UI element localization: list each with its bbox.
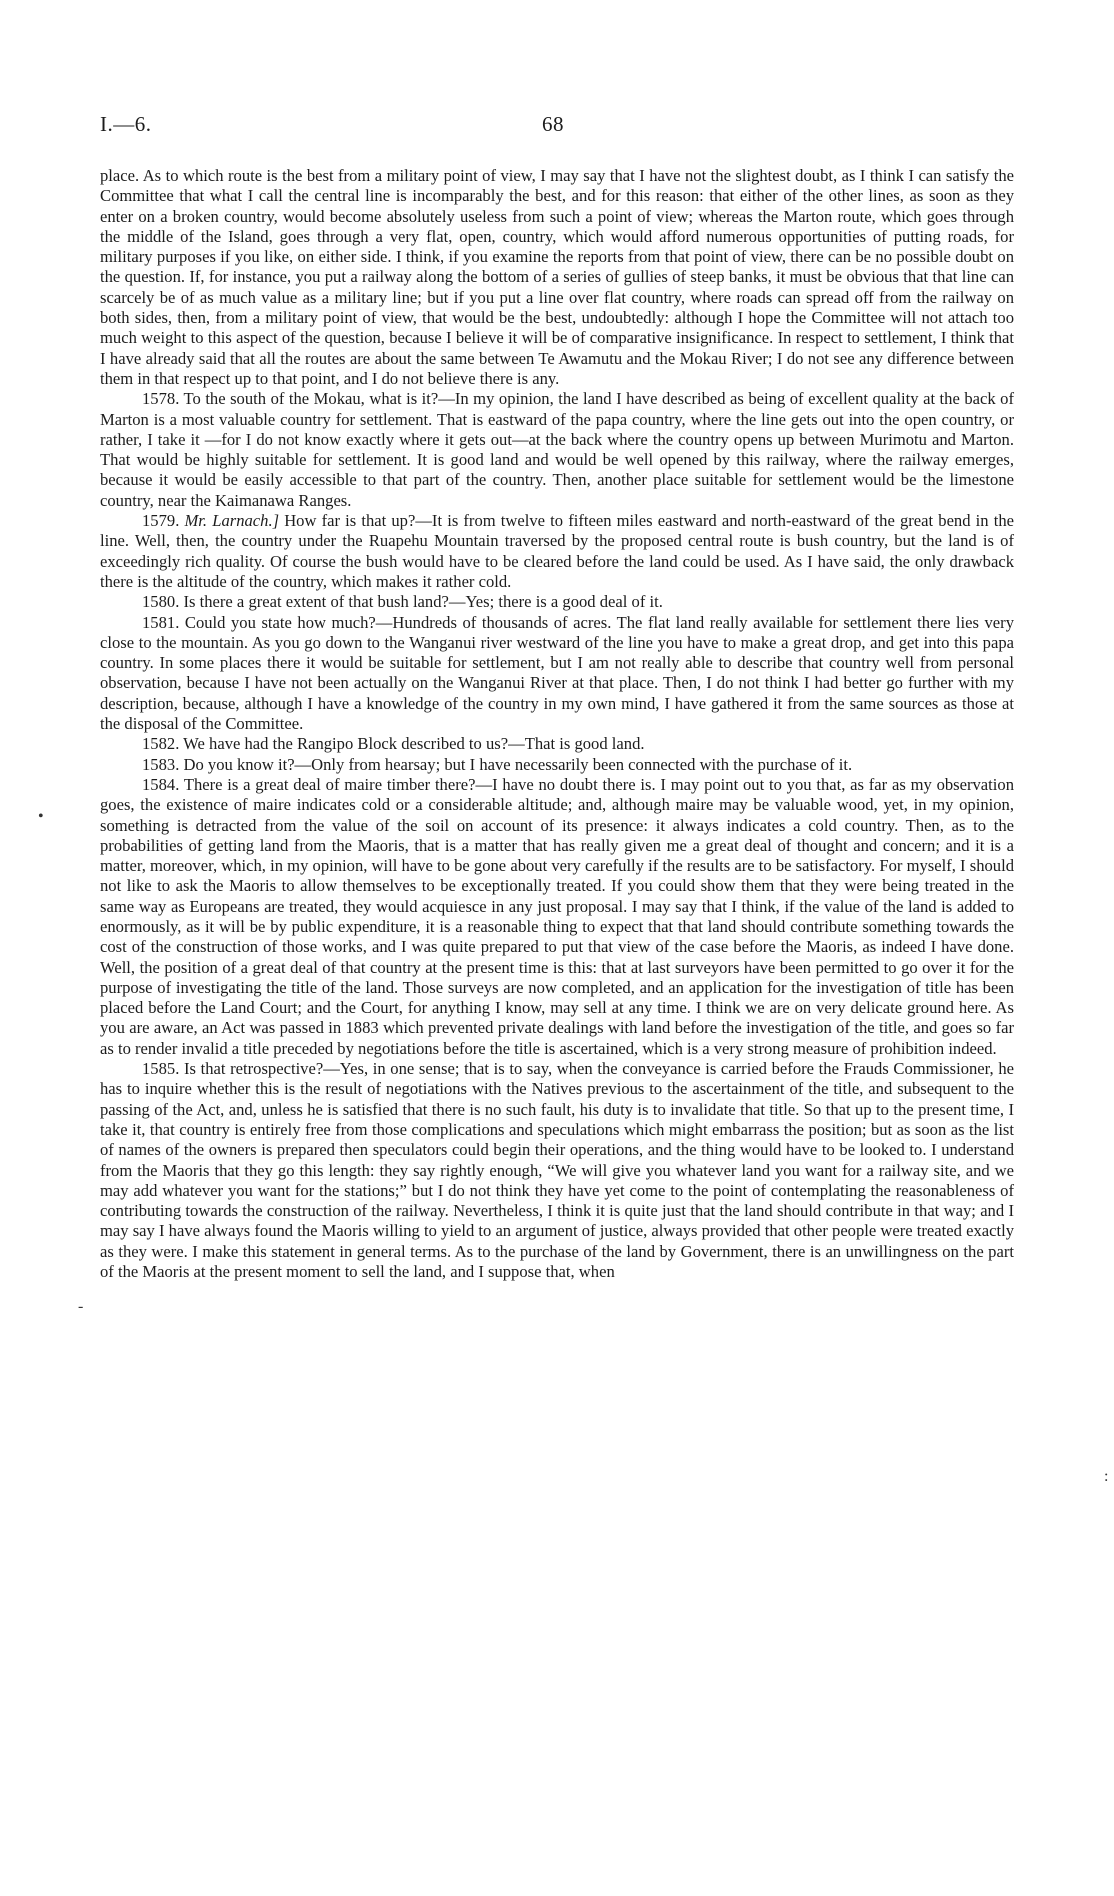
speaker-name: Mr. Larnach.]	[184, 511, 280, 531]
paragraph-1579	[100, 511, 1014, 592]
paragraph-1584: 1584. There is a great deal of maire timber there?—I have no doubt there is. I may point out to you that, as far as my observation goes, the existence of maire indicates cold or a considerable altitude; and, although maire may be valuable wood, yet, in my opinion, something is detracted from the value of the soil on account of its presence: it always indicates a cold country. Then, as to the probabilities of getting land from the Maoris, that is a matter that has really given me a great deal of thought and concern; and it is a matter, moreover, which, in my opinion, will have to be gone about very carefully if the results are to be satisfactory. For myself, I should not like to ask the Maoris to allow themselves to be exceptionally treated. If you could show them that they were being treated in the same way as Europeans are treated, they would acquiesce in any just proposal. I may say that I think, if the value of the land is added to enormously, as it will be by public expenditure, it is a reasonable thing to expect that that land should contribute something towards the cost of the construction of those works, and I was quite prepared to put that view of the case before the Maoris, as indeed I have done. Well, the position of a great deal of that country at the present time is this: that at last surveyors have been permitted to go over it for the purpose of investigating the title of the land. Those surveys are now completed, and an application for the investigation of title has been placed before the Land Court; and the Court, for anything I know, may sell at any time. I think we are on very delicate ground here. As you are aware, an Act was passed in 1883 which prevented private dealings with land before the investigation of the title, and goes so far as to render invalid a title preceded by negotiations before the title is ascertained, which is a very strong measure of prohibition indeed.	[100, 774, 1014, 1058]
margin-dot-mark: •	[38, 808, 44, 825]
paragraph-1582: 1582. We have had the Rangipo Block described to us?—That is good land.	[142, 734, 645, 754]
margin-colon-mark: :	[1104, 1468, 1109, 1485]
margin-dash-mark: -	[78, 1298, 84, 1315]
paragraph-1578: 1578. To the south of the Mokau, what is it?—In my opinion, the land I have described as being of excellent quality at the back of Marton is a most valuable country for settlement. That is eastward of the papa country, where the line gets out into the open country, or rather, I take it —for I do not know exactly where it gets out—at the back where the country opens up between Murimotu and Marton. That would be highly suitable for settlement. It is good land and would be well opened by this railway, where the railway emerges, because it would be easily accessible to that part of the country. Then, another place suitable for settlement would be the limestone country, near the Kaimanawa Ranges.	[100, 389, 1014, 510]
page-number: 68	[542, 112, 564, 136]
paragraph-continuation: place. As to which route is the best from a military point of view, I may say that I have not the slightest doubt, as I think I can satisfy the Committee that what I call the central line is incomparably the best, and for this reason: that either of the other lines, as soon as they enter on a broken country, would become absolutely useless from such a point of view; whereas the Marton route, which goes through the middle of the Island, goes through a very flat, open, country, which would afford numerous opportunities of putting roads, for military purposes if you like, on either side. I think, if you examine the reports from that point of view, there can be no possible doubt on the question. If, for instance, you put a railway along the bottom of a series of gullies of steep banks, it must be obvious that that line can scarcely be of as much value as a military line; but if you put a line over flat country, where roads can spread off from the railway on both sides, then, from a military point of view, that would be the best, undoubtedly: although I hope the Committee will not attach too much weight to this aspect of the question, because I believe it will be of comparative insignificance. In respect to settlement, I think that I have already said that all the routes are about the same between Te Awamutu and the Mokau River; I do not see any difference between them in that respect up to that point, and I do not believe there is any.	[100, 166, 1014, 388]
page-header	[100, 112, 1014, 142]
paragraph-1585: 1585. Is that retrospective?—Yes, in one sense; that is to say, when the conveyance is carried before the Frauds Commissioner, he has to inquire whether this is the result of negotiations with the Natives previous to the ascertainment of the title, and subsequent to the passing of the Act, and, unless he is satisfied that there is no such fault, his duty is to invalidate that title. So that up to the present time, I take it, that country is entirely free from those complications and speculations which might embarrass the position; but as soon as the list of names of the owners is prepared then speculators could begin their operations, and the thing would have to be looked to. I understand from the Maoris that they go this length: they say rightly enough, “We will give you whatever land you want for a railway site, and we may add whatever you want for the stations;” but I do not think they have yet come to the point of contemplating the reasonableness of contributing towards the construction of the railway. Nevertheless, I think it is quite just that the land should contribute in that way; and I may say I have always found the Maoris willing to yield to an argument of justice, always provided that other people were treated exactly as they were. I make this statement in general terms. As to the purchase of the land by Government, there is an unwillingness on the part of the Maoris at the present moment to sell the land, and I suppose that, when	[100, 1059, 1014, 1282]
paragraph-1581: 1581. Could you state how much?—Hundreds of thousands of acres. The flat land really available for settlement there lies very close to the mountain. As you go down to the Wanganui river westward of the line you have to make a great drop, and get into this papa country. In some places there it would be suitable for settlement, but I am not really able to describe that country well from personal observation, because I have not been actually on the Wanganui River at that place. Then, I do not think I had better go further with my description, because, although I have a knowledge of the country in my own mind, I have gathered it from the same sources as those at the disposal of the Committee.	[100, 612, 1014, 734]
document-reference: I.—6.	[100, 112, 152, 136]
paragraph-1579-text: How far is that up?—It is from twelve to fifteen miles eastward and north-eastward of the great bend in the line. Well, then, the country under the Ruapehu Mountain traversed by the proposed central route is bush country, but the land is of exceedingly rich quality. Of course the bush would have to be cleared before the land could be used. As I have said, the only drawback there is the altitude of the country, which makes it rather cold.	[100, 511, 1014, 591]
question-number: 1579.	[142, 511, 180, 531]
paragraph-1583: 1583. Do you know it?—Only from hearsay; but I have necessarily been connected with the purchase of it.	[142, 754, 853, 774]
body-text	[100, 166, 1014, 1282]
paragraph-1580: 1580. Is there a great extent of that bush land?—Yes; there is a good deal of it.	[142, 592, 663, 612]
